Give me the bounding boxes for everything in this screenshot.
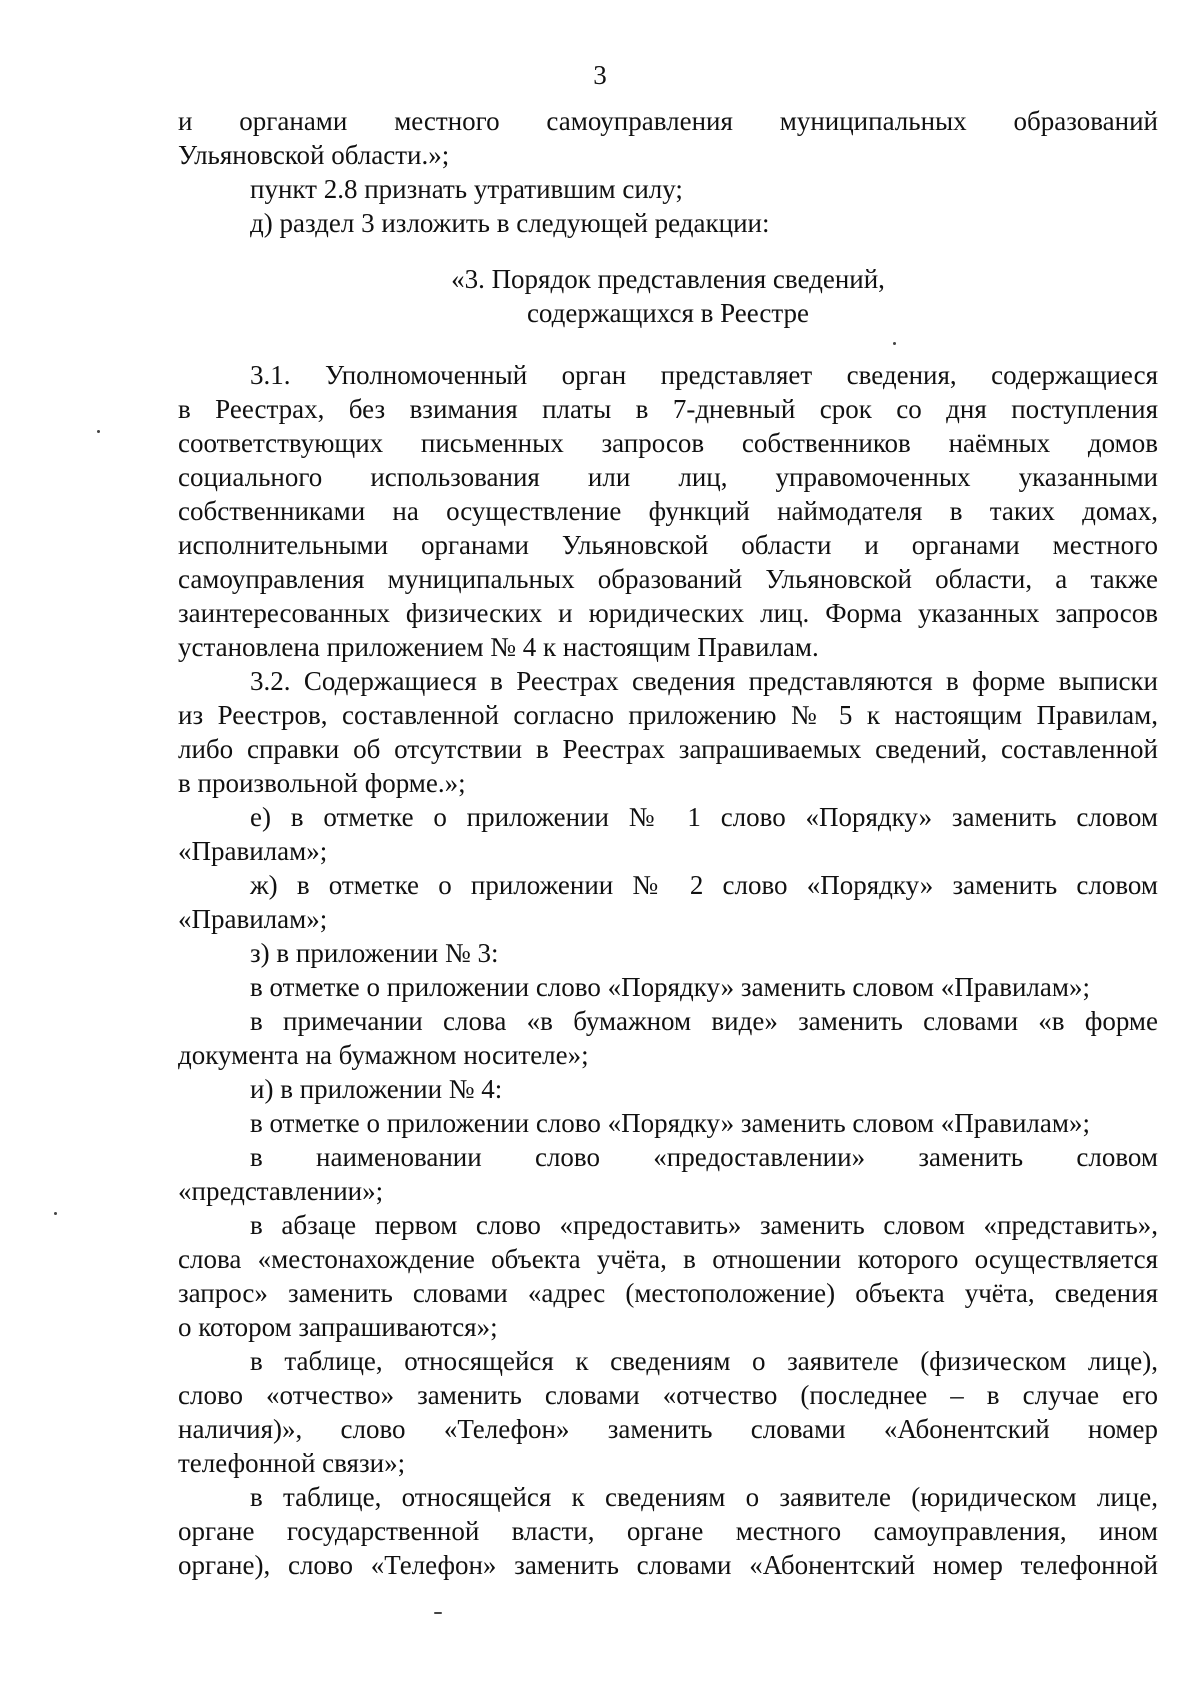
- text-line: 3.1. Уполномоченный орган представляет сведения, содержащиеся: [250, 360, 1158, 390]
- text-line: ж) в отметке о приложении № 2 слово «Порядку» заменить словом: [250, 870, 1158, 900]
- spacer: [178, 330, 1158, 358]
- text-line: и) в приложении № 4:: [250, 1074, 503, 1104]
- text-line: исполнительными органами Ульяновской области и органами местного: [178, 530, 1158, 560]
- text-line: в таблице, относящейся к сведениям о заявителе (физическом лице),: [250, 1346, 1158, 1376]
- text-line: соответствующих письменных запросов собственников наёмных домов: [178, 428, 1158, 458]
- text-line: о котором запрашиваются»;: [178, 1312, 498, 1342]
- text-line: собственниками на осуществление функций наймодателя в таких домах,: [178, 496, 1158, 526]
- text-line: телефонной связи»;: [178, 1448, 406, 1478]
- text-line: самоуправления муниципальных образований Ульяновской области, а также: [178, 564, 1158, 594]
- text-line: Ульяновской области.»;: [178, 140, 450, 170]
- text-line: и органами местного самоуправления муниципальных образований: [178, 106, 1158, 136]
- text-line: «Правилам»;: [178, 904, 328, 934]
- text-line: из Реестров, составленной согласно приложению № 5 к настоящим Правилам,: [178, 700, 1158, 730]
- text-line: документа на бумажном носителе»;: [178, 1040, 589, 1070]
- spacer: [178, 240, 1158, 262]
- text-line: социального использования или лиц, управомоченных указанными: [178, 462, 1158, 492]
- text-line: в Реестрах, без взимания платы в 7-дневный срок со дня поступления: [178, 394, 1158, 424]
- section-heading: содержащихся в Реестре: [526, 298, 810, 328]
- text-line: «представлении»;: [178, 1176, 384, 1206]
- text-line: органе государственной власти, органе местного самоуправления, ином: [178, 1516, 1158, 1546]
- text-line: в абзаце первом слово «предоставить» заменить словом «представить»,: [250, 1210, 1158, 1240]
- section-heading: «3. Порядок представления сведений,: [451, 264, 885, 294]
- text-line: «Правилам»;: [178, 836, 328, 866]
- text-line: запрос» заменить словами «адрес (местоположение) объекта учёта, сведения: [178, 1278, 1158, 1308]
- text-line: установлена приложением № 4 к настоящим Правилам.: [178, 632, 819, 662]
- text-line: заинтересованных физических и юридических лиц. Форма указанных запросов: [178, 598, 1158, 628]
- text-line: в таблице, относящейся к сведениям о заявителе (юридическом лице,: [250, 1482, 1158, 1512]
- text-line: либо справки об отсутствии в Реестрах запрашиваемых сведений, составленной: [178, 734, 1158, 764]
- text-line: наличия)», слово «Телефон» заменить словами «Абонентский номер: [178, 1414, 1158, 1444]
- page-number: 3: [593, 60, 607, 90]
- text-line: в отметке о приложении слово «Порядку» заменить словом «Правилам»;: [250, 1108, 1090, 1138]
- text-line: з) в приложении № 3:: [250, 938, 499, 968]
- document-body: [178, 104, 1158, 1582]
- scan-speck: [434, 1612, 442, 1614]
- text-line: 3.2. Содержащиеся в Реестрах сведения представляются в форме выписки: [250, 666, 1158, 696]
- text-line: пункт 2.8 признать утратившим силу;: [250, 174, 683, 204]
- text-line: в наименовании слово «предоставлении» заменить словом: [250, 1142, 1158, 1172]
- text-line: е) в отметке о приложении № 1 слово «Порядку» заменить словом: [250, 802, 1158, 832]
- scan-speck: [893, 342, 896, 345]
- text-line: в примечании слова «в бумажном виде» заменить словами «в форме: [250, 1006, 1158, 1036]
- scan-speck: [54, 1212, 57, 1215]
- text-line: в произвольной форме.»;: [178, 768, 466, 798]
- scan-speck: [97, 430, 100, 433]
- text-line: слово «отчество» заменить словами «отчество (последнее – в случае его: [178, 1380, 1158, 1410]
- text-line: д) раздел 3 изложить в следующей редакции:: [250, 208, 770, 238]
- text-line: органе), слово «Телефон» заменить словами «Абонентский номер телефонной: [178, 1550, 1158, 1580]
- text-line: слова «местонахождение объекта учёта, в отношении которого осуществляется: [178, 1244, 1158, 1274]
- text-line: в отметке о приложении слово «Порядку» заменить словом «Правилам»;: [250, 972, 1090, 1002]
